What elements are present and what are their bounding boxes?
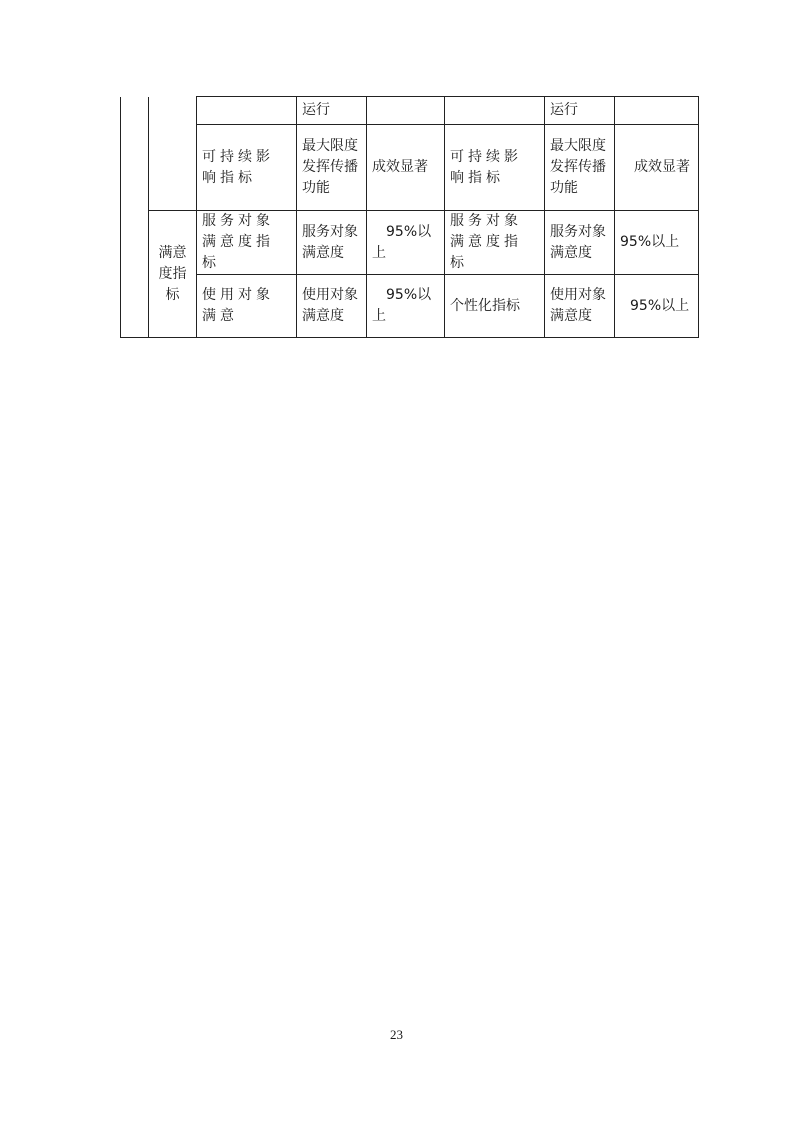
table-cell: 95%以上 bbox=[615, 275, 699, 338]
table-cell: 运行 bbox=[545, 97, 615, 125]
table-cell: 服务对象满意度 bbox=[297, 211, 367, 275]
table-cell: 成效显著 bbox=[367, 125, 445, 211]
table-cell: 使用对象满意度 bbox=[297, 275, 367, 338]
table-cell: 个性化指标 bbox=[445, 275, 545, 338]
table-cell: 服务对象满意度指标 bbox=[197, 211, 297, 275]
table-cell: 服务对象满意度 bbox=[545, 211, 615, 275]
table-cell: 成效显著 bbox=[615, 125, 699, 211]
table-cell: 95%以上 bbox=[615, 211, 699, 275]
table-cell bbox=[615, 97, 699, 125]
table-cell: 最大限度发挥传播功能 bbox=[297, 125, 367, 211]
table-row bbox=[121, 97, 699, 125]
table-cell: 可持续影响指标 bbox=[197, 125, 297, 211]
table-cell: 最大限度发挥传播功能 bbox=[545, 125, 615, 211]
table-cell: 可持续影响指标 bbox=[445, 125, 545, 211]
table-cell: 95%以上 bbox=[367, 275, 445, 338]
table-row bbox=[121, 275, 699, 338]
page-number: 23 bbox=[390, 1027, 403, 1042]
table-row bbox=[121, 211, 699, 275]
table-cell: 服务对象满意度指标 bbox=[445, 211, 545, 275]
table-row bbox=[121, 125, 699, 211]
satisfaction-indicator-label: 满意度指标 bbox=[149, 211, 197, 338]
table-cell: 使用对象满意度 bbox=[545, 275, 615, 338]
table-cell: 95%以上 bbox=[367, 211, 445, 275]
table-cell: 运行 bbox=[297, 97, 367, 125]
table-cell bbox=[197, 97, 297, 125]
table-cell bbox=[367, 97, 445, 125]
performance-indicator-table bbox=[120, 96, 699, 338]
level2-category-cell bbox=[149, 97, 197, 211]
table-cell: 使用对象满意 bbox=[197, 275, 297, 338]
table-cell bbox=[445, 97, 545, 125]
level1-category-cell bbox=[121, 97, 149, 338]
